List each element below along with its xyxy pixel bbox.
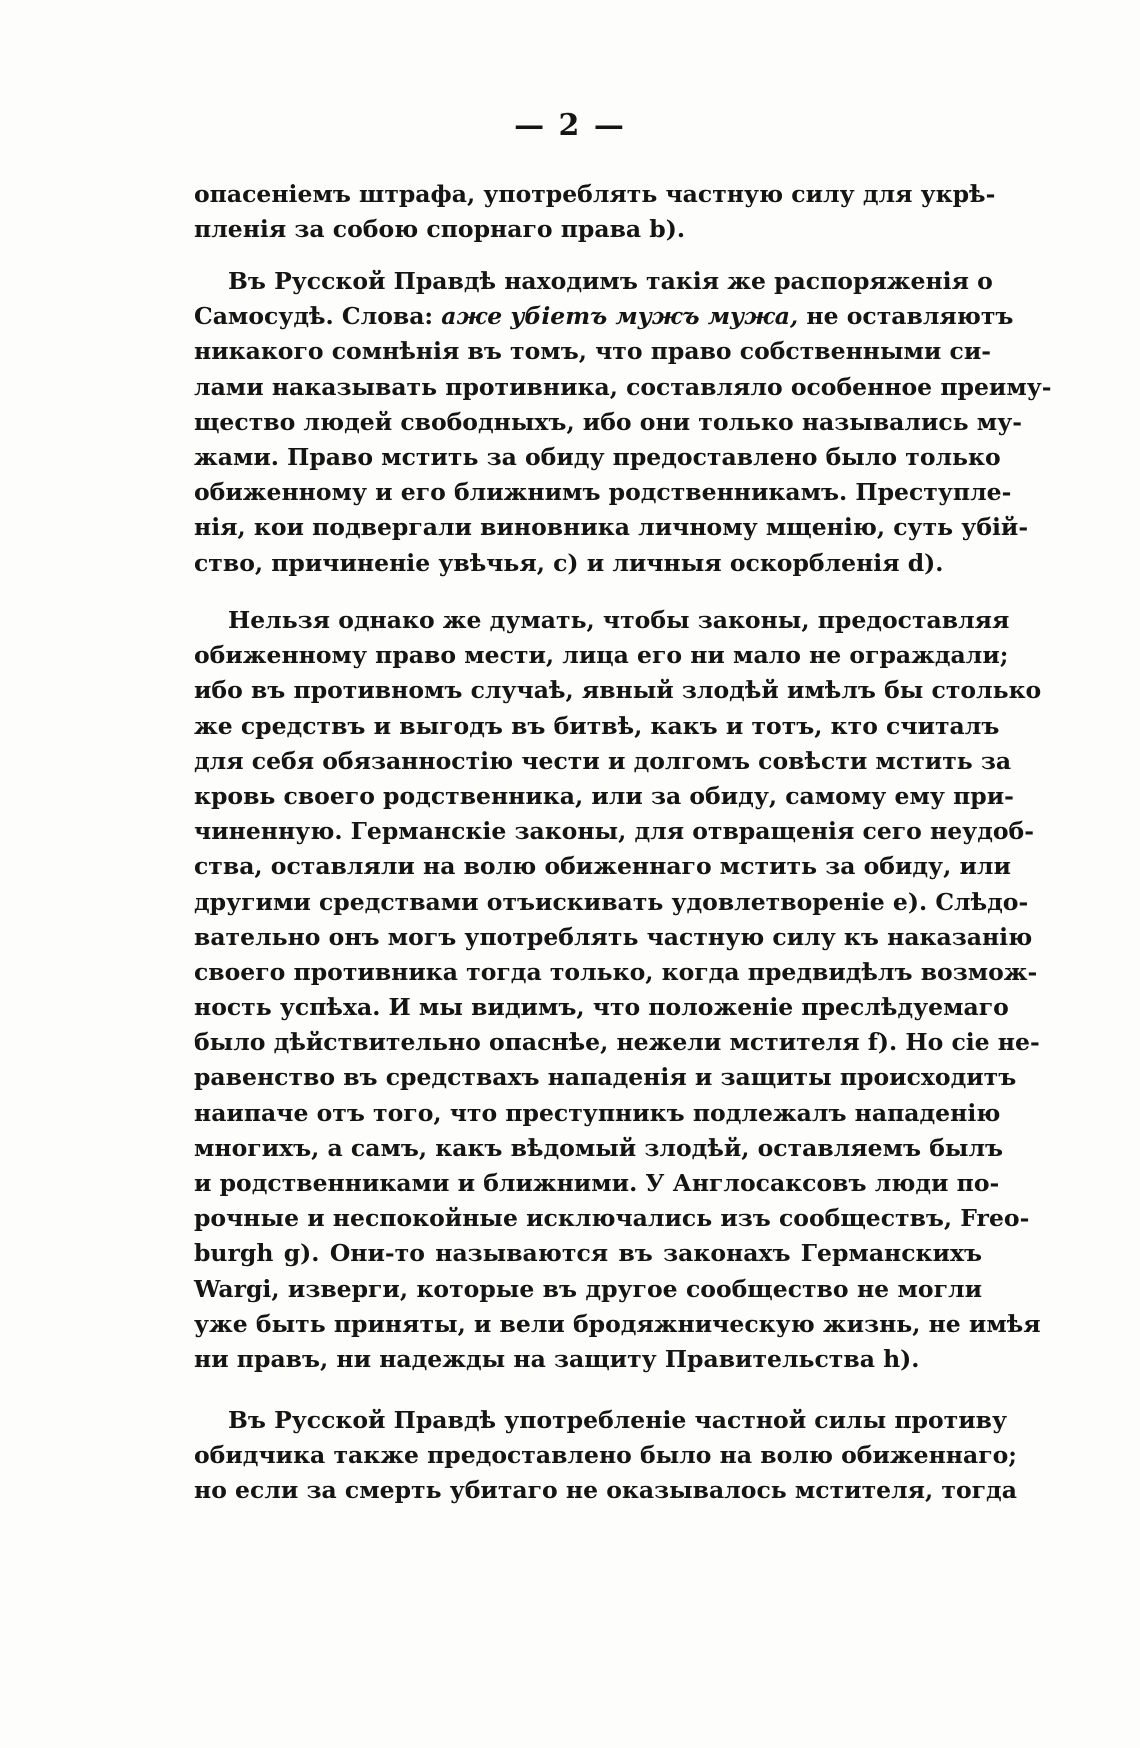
text-line: но если за смерть убитаго не оказывалось мстителя, тогда	[194, 1476, 1017, 1505]
text-line: другими средствами отъискивать удовлетвореніе e). Слѣдо-	[194, 887, 1029, 916]
text-line: ства, оставляли на волю обиженнаго мстить за обиду, или	[194, 852, 1011, 881]
page-number: — 2 —	[514, 108, 626, 143]
paragraph-1	[194, 177, 996, 247]
text-line: Wargi, изверги, которые въ другое сообщество не могли	[194, 1274, 982, 1303]
text-line-with-quote	[194, 299, 1014, 334]
text-line: для себя обязанностію чести и долгомъ совѣсти мстить за	[194, 746, 1012, 775]
text-line: Въ Русской Правдѣ находимъ такія же распоряженія о	[228, 267, 993, 295]
paragraph-4	[194, 1403, 1017, 1509]
text-line: ность успѣха. И мы видимъ, что положеніе преслѣдуемаго	[194, 993, 1009, 1022]
text-line: обиженному право мести, лица его ни мало не ограждали;	[194, 641, 1009, 670]
text-line: ни правъ, ни надежды на защиту Правительства h).	[194, 1344, 920, 1373]
text-line: чиненную. Германскіе законы, для отвращенія сего неудоб-	[194, 817, 1034, 846]
text-fragment: Самосудѣ. Слова:	[194, 302, 442, 331]
text-line: своего противника тогда только, когда предвидѣлъ возмож-	[194, 957, 1038, 986]
paragraph-2	[194, 264, 1052, 581]
text-line: опасеніемъ штрафа, употреблять частную силу для укрѣ-	[194, 180, 996, 208]
text-line: обиженному и его ближнимъ родственникамъ. Преступле-	[194, 478, 1012, 507]
text-line: и родственниками и ближними. У Англосаксовъ люди по-	[194, 1169, 1000, 1197]
text-line: же средствъ и выгодъ въ битвѣ, какъ и тотъ, кто считалъ	[194, 711, 1000, 740]
text-line: Въ Русской Правдѣ употребленіе частной силы противу	[228, 1406, 1008, 1434]
text-line: нія, кои подвергали виновника личному мщенію, суть убій-	[194, 513, 1029, 542]
text-line: ибо въ противномъ случаѣ, явный злодѣй имѣлъ бы столько	[194, 676, 1042, 705]
text-line: вательно онъ могъ употреблять частную силу къ наказанію	[194, 922, 1033, 951]
text-line: лами наказывать противника, составляло особенное преиму-	[194, 372, 1052, 401]
text-line: никакого сомнѣнія въ томъ, что право собственными си-	[194, 337, 992, 366]
text-line: наипаче отъ того, что преступникъ подлежалъ нападенію	[194, 1098, 1001, 1127]
text-line: щество людей свободныхъ, ибо они только назывались му-	[194, 407, 1023, 436]
text-line: Нельзя однако же думать, чтобы законы, предоставляя	[228, 606, 1010, 634]
text-line: кровь своего родственника, или за обиду, самому ему при-	[194, 781, 1014, 810]
italic-quote: аже убіетъ мужъ мужа,	[441, 302, 799, 331]
text-line: равенство въ средствахъ нападенія и защиты происходитъ	[194, 1063, 1017, 1092]
text-line: было дѣйствительно опаснѣе, нежели мстителя f). Но сіе не-	[194, 1028, 1040, 1057]
text-line: многихъ, а самъ, какъ вѣдомый злодѣй, оставляемъ былъ	[194, 1133, 1004, 1162]
text-line: burgh g). Они-то называются въ законахъ Германскихъ	[194, 1239, 982, 1268]
text-line: ство, причиненіе увѣчья, c) и личныя оскорбленія d).	[194, 548, 944, 577]
text-line: рочные и неспокойные исключались изъ сообществъ, Freo-	[194, 1204, 1030, 1233]
text-line: жами. Право мстить за обиду предоставлено было только	[194, 442, 1001, 471]
text-line: пленія за собою спорнаго права b).	[194, 215, 686, 244]
text-fragment: не оставляютъ	[798, 302, 1014, 331]
paragraph-3	[194, 603, 1042, 1377]
text-line: уже быть приняты, и вели бродяжническую жизнь, не имѣя	[194, 1309, 1041, 1338]
text-line: обидчика также предоставлено было на волю обиженнаго;	[194, 1441, 1017, 1470]
